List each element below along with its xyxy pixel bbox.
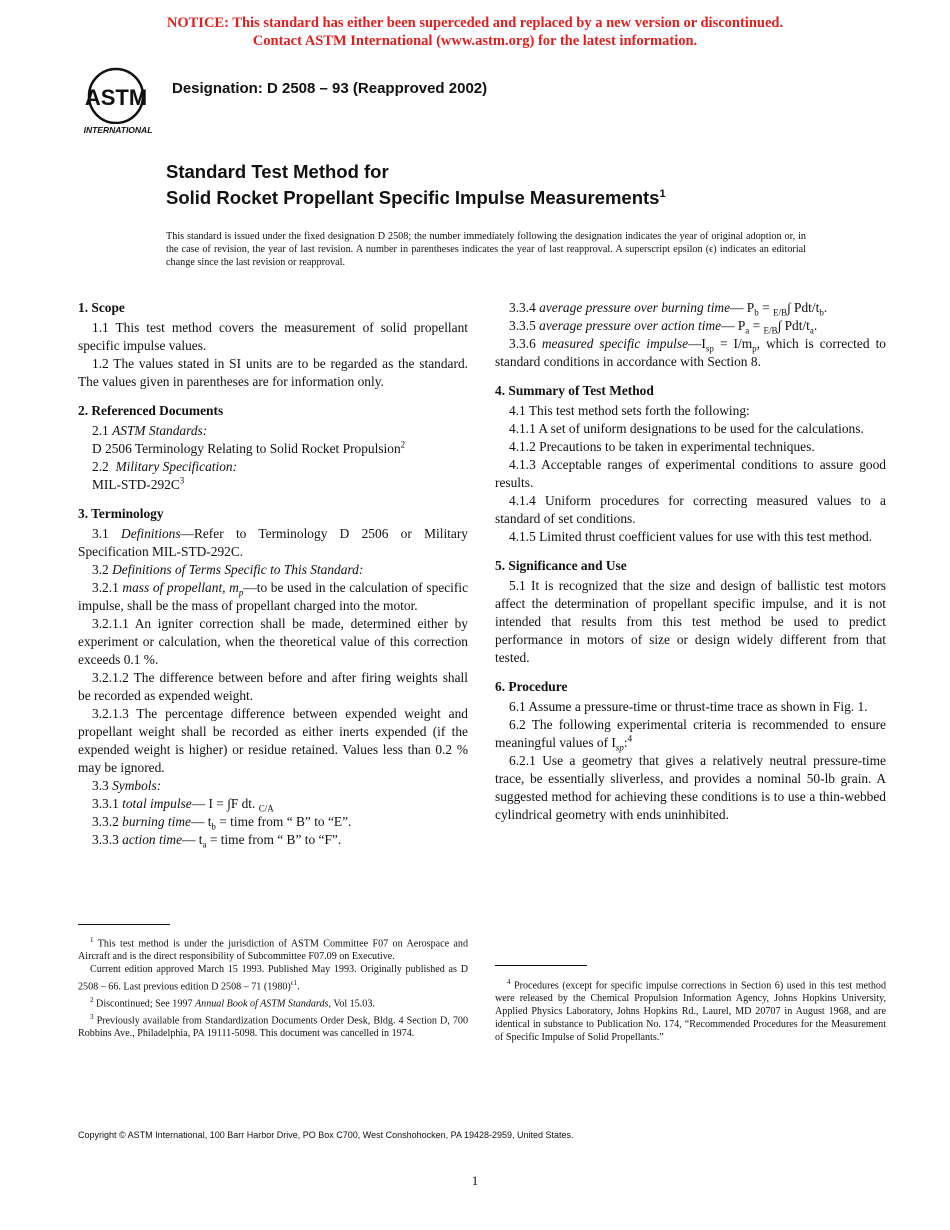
title-line-2: Solid Rocket Propellant Specific Impulse Measurements$^1$	[166, 187, 666, 209]
paragraph: 4.1.3 Acceptable ranges of experimental conditions to assure good results.	[495, 457, 886, 490]
section-heading-referenced-documents: 2. Referenced Documents	[78, 403, 224, 418]
reference-item: MIL-$STD-292C^3$	[92, 475, 185, 492]
footnotes-left	[78, 924, 468, 1041]
section-heading-scope: 1. Scope	[78, 300, 125, 315]
paragraph: 3.2 Definitions of Terms Specific to This Standard:	[92, 562, 364, 577]
paragraph: 6.2 The following experimental criteria is recommended to ensure meaningful values of $I_{sp}:^4$	[495, 717, 886, 753]
reference-item: D 2506 Terminology Relating to Solid Rocket Propulsion$^2$	[92, 439, 406, 456]
document-title	[166, 161, 666, 209]
paragraph: 5.1 It is recognized that the size and design of ballistic test motors affect the determination of propellant specific impulse, and it is not intended that results from this test method be used to predict performance in motors of size or design widely different from that tested.	[495, 578, 886, 665]
integral-limits: C/A	[258, 803, 274, 814]
paragraph: 2.1 ASTM Standards:	[92, 423, 208, 438]
notice-banner	[0, 14, 950, 50]
paragraph: 4.1.2 Precautions to be taken in experimental techniques.	[509, 439, 815, 454]
section-heading-summary: 4. Summary of Test Method	[495, 383, 654, 398]
paragraph: 3.3.4 average pressure over burning time— $P_b = _{E/B}\int$ Pdt/$t_b$.	[509, 300, 828, 318]
notice-line-2: Contact ASTM International (www.astm.org) for the latest information.	[252, 33, 698, 49]
paragraph: 1.1 This test method covers the measurement of solid propellant specific impulse values.	[78, 320, 468, 353]
paragraph: 6.2.1 Use a geometry that gives a relatively neutral pressure-time trace, be essentially sliverless, and provides a nominal 50-lb grain. A suggested method for achieving these conditions is to use a thin-webbed cylindrical geometry with ends uninhibited.	[495, 753, 886, 822]
paragraph: 4.1 This test method sets forth the following:	[509, 403, 750, 418]
paragraph: 3.3 Symbols:	[92, 778, 162, 793]
designation: Designation: D 2508 – 93 (Reapproved 2002)	[172, 80, 488, 97]
section-heading-terminology: 3. Terminology	[78, 506, 164, 521]
paragraph: 3.2.1.2 The difference between before and after firing weights shall be recorded as expended weight.	[78, 670, 468, 703]
footnote-1: $^1$ This test method is under the jurisdiction of ASTM Committee F07 on Aerospace and Aircraft and is the direct responsibility of Subcommittee F07.09 on Executive.	[78, 936, 469, 963]
paragraph: 3.2.1 mass of propellant, $m_p—to$ be used in the calculation of specific impulse, shall be the mass of propellant charged into the motor.	[78, 580, 469, 613]
copyright: Copyright © ASTM International, 100 Barr Harbor Drive, PO Box C700, West Conshohocken, PA 19428-2959, United States.	[78, 1130, 574, 1140]
paragraph: 3.1 Definitions—Refer to Terminology D 2506 or Military Specification MIL-STD-292C.	[78, 526, 468, 559]
paragraph: 3.3.1 total impulse— I = ∫F dt. $_{C/A}$	[92, 796, 274, 814]
issued-note: This standard is issued under the fixed designation D 2508; the number immediately following the designation indicates the year of original adoption or, in the case of revision, the year of last revision. A number in parentheses indicates the year of last reapproval. A superscript epsilon (ϵ) indicates an editorial change since the last revision or reapproval.	[166, 231, 806, 269]
footnote-2: $^2$ Discontinued; See 1997 Annual Book of ASTM Standards, Vol 15.03.	[90, 995, 375, 1010]
astm-logo	[78, 64, 158, 136]
paragraph: 3.3.6 measured specific $impulse—I_{sp} = I/m_p$, which is corrected to standard conditions in accordance with Section 8.	[495, 336, 886, 369]
paragraph: 4.1.4 Uniform procedures for correcting measured values to a standard of set conditions.	[495, 493, 886, 526]
footnote-divider	[78, 924, 170, 925]
title-line-1: Standard Test Method for	[166, 161, 389, 182]
paragraph: 3.2.1.1 An igniter correction shall be made, determined either by experiment or calculation, when the theoretical value of this correction exceeds 0.1 %.	[78, 616, 468, 667]
footnote-1b: Current edition approved March 15 1993. Published May 1993. Originally published as D 2508 – 66. Last previous edition D 2508 – 71 $(1980)^{\epsilon 1}$.	[78, 963, 468, 993]
footnotes-right	[495, 965, 886, 1044]
footnote-3: $^3$ Previously available from Standardization Documents Order Desk, Bldg. 4 Section D, 700 Robbins Ave., Philadelphia, PA 19111-5098. This document was cancelled in 1974.	[78, 1013, 468, 1040]
page-number: 1	[471, 1173, 479, 1188]
title-footnote-mark: 1	[659, 188, 666, 200]
paragraph: 4.1.5 Limited thrust coefficient values for use with this test method.	[509, 529, 873, 544]
paragraph: 6.1 Assume a pressure-time or thrust-time trace as shown in Fig. 1.	[509, 699, 868, 714]
left-column	[78, 299, 468, 849]
notice-line-1: NOTICE: This standard has either been superceded and replaced by a new version or discontinued.	[166, 15, 784, 31]
paragraph: 2.2 Military Specification:	[92, 459, 238, 474]
paragraph: 3.3.2 burning time— $t_b$ = time from “ B” to “E”.	[92, 814, 352, 832]
logo-text: ASTM	[84, 85, 148, 110]
paragraph: 3.3.5 average pressure over action time— $P_a = _{E/B}\int$ Pdt/$t_a$.	[509, 318, 818, 336]
paragraph: 4.1.1 A set of uniform designations to be used for the calculations.	[509, 421, 864, 436]
paragraph: 3.3.3 action time— $t_a$ = time from “ B” to “F”.	[92, 832, 342, 850]
logo-subtext: INTERNATIONAL	[83, 125, 153, 135]
paragraph: 3.2.1.3 The percentage difference between expended weight and propellant weight shall be recorded as either inerts expended (if the expended weight is higher) or residue retained. Values less than 0.2 % may be ignored.	[78, 706, 468, 775]
section-heading-significance: 5. Significance and Use	[495, 558, 627, 573]
footnote-divider	[495, 965, 587, 966]
section-heading-procedure: 6. Procedure	[495, 679, 568, 694]
right-column	[495, 299, 886, 824]
paragraph: 1.2 The values stated in SI units are to be regarded as the standard. The values given in parentheses are for information only.	[78, 356, 468, 389]
footnote-4: $^4$ Procedures (except for specific impulse corrections in Section 6) used in this test method were released by the Chemical Propulsion Information Agency, Johns Hopkins University, Applied Physics Laboratory, Johns Hopkins Rd., Laurel, MD 20707 in August 1968, and are identical in substance to Publication No. 174, “Recommended Procedures for the Measurement of Specific Impulse of Solid Propellants.”	[495, 978, 886, 1043]
